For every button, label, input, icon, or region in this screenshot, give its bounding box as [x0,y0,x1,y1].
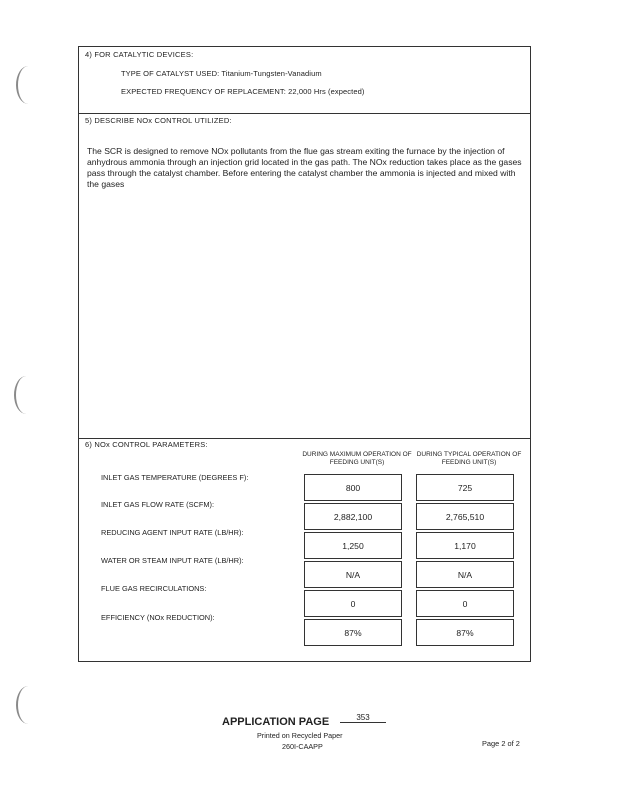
value-max-inlet-temperature: 800 [304,474,402,501]
value-max-flue-gas-recirculation: 0 [304,590,402,617]
column-header-maximum: DURING MAXIMUM OPERATION OF FEEDING UNIT(S) [302,451,412,466]
catalyst-type-line [121,69,322,78]
catalyst-type-value: Titanium-Tungsten-Vanadium [221,69,322,78]
column-header-typical: DURING TYPICAL OPERATION OF FEEDING UNIT(S) [416,451,522,466]
param-label-inlet-temperature: INLET GAS TEMPERATURE (DEGREES F): [101,473,249,482]
value-typ-inlet-temperature: 725 [416,474,514,501]
punch-hole-bottom [16,686,40,724]
form-frame [78,46,531,662]
value-typ-reducing-agent: 1,170 [416,532,514,559]
section-4-header: 4) FOR CATALYTIC DEVICES: [85,50,194,59]
catalyst-type-label: TYPE OF CATALYST USED: [121,69,220,78]
application-page-title: APPLICATION PAGE [222,716,330,728]
section-nox-control-description [79,113,530,439]
value-max-reducing-agent: 1,250 [304,532,402,559]
param-label-water-steam: WATER OR STEAM INPUT RATE (LB/HR): [101,556,244,565]
section-6-header: 6) NOx CONTROL PARAMETERS: [85,440,208,449]
param-label-inlet-flow: INLET GAS FLOW RATE (SCFM): [101,500,215,509]
value-max-inlet-flow: 2,882,100 [304,503,402,530]
param-label-efficiency: EFFICIENCY (NOx REDUCTION): [101,613,215,622]
replacement-label: EXPECTED FREQUENCY OF REPLACEMENT: [121,87,286,96]
form-code: 260I-CAAPP [282,742,323,751]
recycled-paper-note: Printed on Recycled Paper [257,731,343,740]
section-5-header: 5) DESCRIBE NOx CONTROL UTILIZED: [85,116,232,125]
application-page-number: 353 [340,713,386,723]
value-typ-water-steam: N/A [416,561,514,588]
param-label-flue-gas-recirculation: FLUE GAS RECIRCULATIONS: [101,584,207,593]
section-nox-control-parameters [79,438,530,661]
page-of-indicator: Page 2 of 2 [482,739,520,748]
punch-hole-middle [14,376,38,414]
value-typ-flue-gas-recirculation: 0 [416,590,514,617]
nox-control-description: The SCR is designed to remove NOx pollutants from the flue gas stream exiting the furnace by the injection of anhydrous ammonia through an injection grid located in the gas path. The NOx reduction takes place as the gases pass through the catalyst chamber. Before entering the catalyst chamber the ammonia is injected and mixed with the gases [87,146,522,189]
replacement-value: 22,000 Hrs (expected) [288,87,365,96]
punch-hole-top [16,66,40,104]
replacement-line [121,87,364,96]
value-typ-inlet-flow: 2,765,510 [416,503,514,530]
value-max-efficiency: 87% [304,619,402,646]
value-typ-efficiency: 87% [416,619,514,646]
param-label-reducing-agent: REDUCING AGENT INPUT RATE (LB/HR): [101,528,244,537]
value-max-water-steam: N/A [304,561,402,588]
section-catalytic-devices [79,47,530,114]
